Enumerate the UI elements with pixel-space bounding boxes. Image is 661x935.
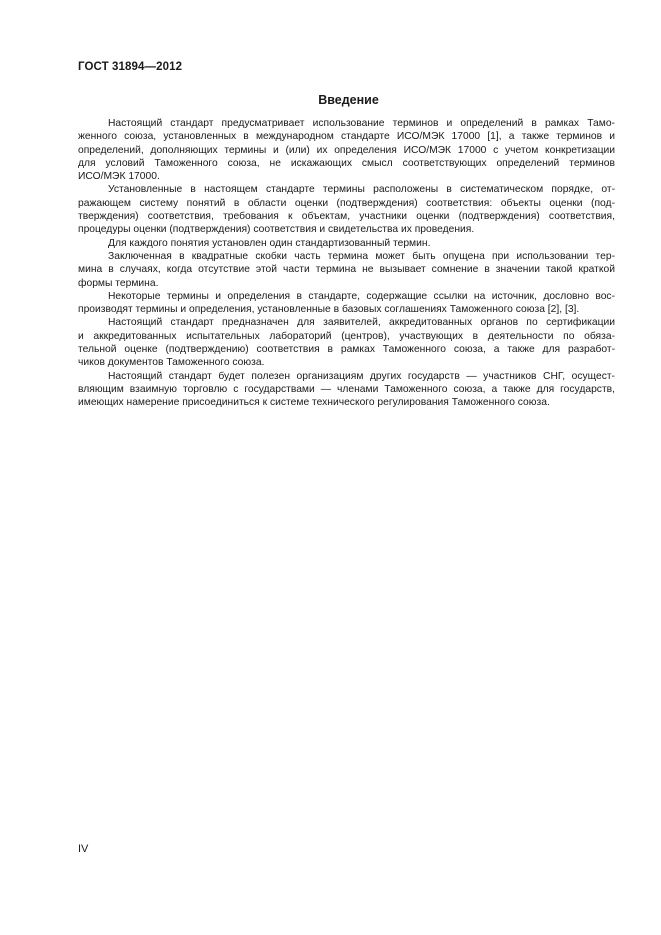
paragraph-line: Настоящий стандарт предназначен для заявителей, аккредитованных органов по сертификации bbox=[108, 317, 615, 329]
paragraph-line: Установленные в настоящем стандарте термины расположены в систематическом порядке, от- bbox=[108, 184, 615, 196]
paragraph-line: для условий Таможенного союза, не искажающих смысл соответствующих определений терминов bbox=[78, 157, 615, 169]
paragraph bbox=[78, 316, 615, 369]
paragraph bbox=[78, 183, 615, 236]
paragraph-line: тельной оценке (подтверждению) соответствия в рамках Таможенного союза, а также для разработ- bbox=[78, 344, 615, 356]
paragraph bbox=[78, 237, 615, 250]
paragraph bbox=[78, 117, 615, 183]
paragraph-line: женного союза, установленных в международном стандарте ИСО/МЭК 17000 [1], а также терминов и bbox=[78, 131, 615, 143]
paragraph-line: процедуры оценки (подтверждения) соответствия и свидетельства их проведения. bbox=[78, 224, 475, 236]
page-number: IV bbox=[78, 843, 89, 855]
paragraph-line: Настоящий стандарт предусматривает использование терминов и определений в рамках Тамо- bbox=[108, 118, 615, 129]
paragraph-line: вляющим взаимную торговлю с государствами — членами Таможенного союза, а также для государств, bbox=[78, 383, 615, 395]
paragraph-line: имеющих намерение присоединиться к системе технического регулирования Таможенного союза. bbox=[78, 397, 550, 409]
paragraph-line: определений, дополняющих термины и (или) их определения ИСО/МЭК 17000 с учетом конкретизации bbox=[78, 144, 615, 156]
paragraph bbox=[78, 370, 615, 410]
paragraph-line: и аккредитованных испытательных лабораторий (центров), участвующих в деятельности по обяза- bbox=[78, 330, 615, 342]
paragraph-line: тверждения) соответствия, требования к объектам, участники оценки (подтверждения) соответствия, bbox=[78, 211, 615, 223]
paragraph-line: производят термины и определения, установленные в базовых соглашениях Таможенного союза [2], [3]. bbox=[78, 304, 580, 316]
paragraph-line: Для каждого понятия установлен один стандартизованный термин. bbox=[108, 237, 431, 249]
paragraph-line: ИСО/МЭК 17000. bbox=[78, 171, 160, 183]
paragraph-line: Заключенная в квадратные скобки часть термина может быть опущена при использовании тер- bbox=[108, 250, 615, 262]
paragraph bbox=[78, 250, 615, 290]
paragraph-line: Настоящий стандарт будет полезен организациям других государств — участников СНГ, осущест- bbox=[108, 370, 615, 382]
paragraph bbox=[78, 290, 615, 317]
paragraph-line: формы термина. bbox=[78, 277, 159, 289]
introduction-body bbox=[78, 117, 615, 410]
paragraph-line: мина в случаях, когда отсутствие этой части термина не вызывает сомнение в значении такой краткой bbox=[78, 264, 615, 276]
paragraph-line: Некоторые термины и определения в стандарте, содержащие ссылки на источник, дословно вос- bbox=[108, 290, 615, 302]
paragraph-line: чиков документов Таможенного союза. bbox=[78, 357, 265, 369]
document-header: ГОСТ 31894—2012 bbox=[78, 61, 183, 73]
paragraph-line: ражающем систему понятий в области оценки (подтверждения) соответствия: объекты оценки (под- bbox=[78, 197, 615, 209]
section-title: Введение bbox=[318, 93, 379, 107]
